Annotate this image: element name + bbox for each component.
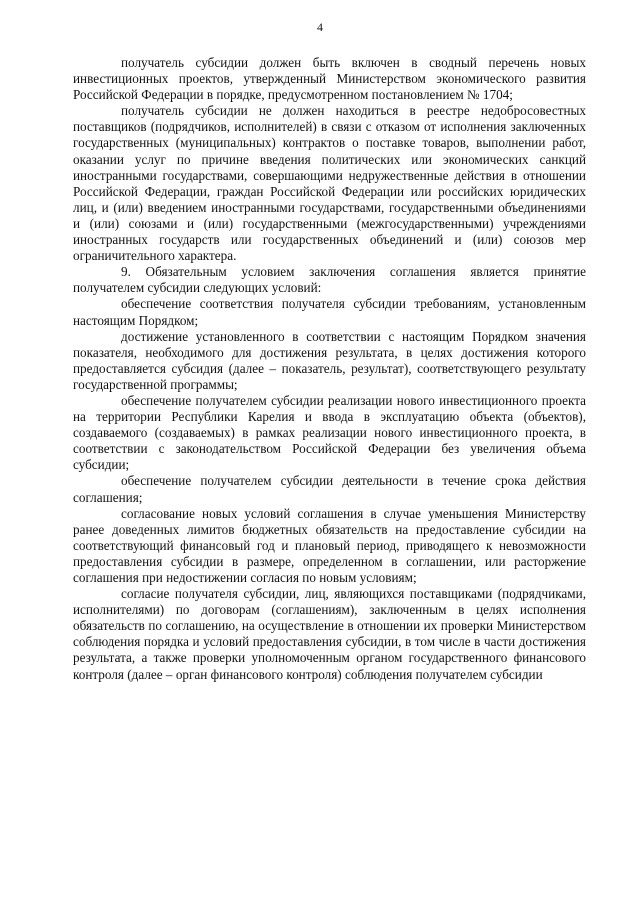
paragraph: обеспечение получателем субсидии реализации нового инвестиционного проекта на территории Республики Карелия и ввода в эксплуатацию объекта (объектов), создаваемого (создаваемых) в рамках реализации нового инвестиционного проекта, в соответствии с законодательством Российской Федерации без увеличения объема субсидии; xyxy=(73,392,586,473)
paragraph: получатель субсидии должен быть включен в сводный перечень новых инвестиционных проектов, утвержденный Министерством экономического развития Российской Федерации в порядке, предусмотренном постановлением № 1704; xyxy=(73,55,586,103)
paragraph: обеспечение получателем субсидии деятельности в течение срока действия соглашения; xyxy=(73,473,586,505)
paragraph: согласие получателя субсидии, лиц, являющихся поставщиками (подрядчиками, исполнителями) по договорам (соглашениям), заключенным в целях исполнения обязательств по соглашению, на осуществление в отношении их проверки Министерством соблюдения порядка и условий предоставления субсидии, в том числе в части достижения результата, а также проверки уполномоченным органом государственного финансового контроля (далее – орган финансового контроля) соблюдения получателем субсидии xyxy=(73,586,586,682)
body-text xyxy=(73,55,586,683)
paragraph: достижение установленного в соответствии с настоящим Порядком значения показателя, необходимого для достижения результата, в целях достижения которого предоставляется субсидия (далее – показатель, результат), соответствующего результату государственной программы; xyxy=(73,328,586,392)
page-number: 4 xyxy=(317,20,323,34)
paragraph: обеспечение соответствия получателя субсидии требованиям, установленным настоящим Порядком; xyxy=(73,296,586,328)
paragraph: получатель субсидии не должен находиться в реестре недобросовестных поставщиков (подрядчиков, исполнителей) в связи с отказом от исполнения заключенных государственных (муниципальных) контрактов о поставке товаров, выполнении работ, оказании услуг по причине введения политических или экономических санкций иностранными государствами, совершающими недружественные действия в отношении Российской Федерации, граждан Российской Федерации или российских юридических лиц, и (или) введением иностранными государствами, государственными объединениями и (или) союзами и (или) государственными (межгосударственными) учреждениями иностранных государств или государственных объединений и (или) союзов мер ограничительного характера. xyxy=(73,103,586,264)
paragraph: 9. Обязательным условием заключения соглашения является принятие получателем субсидии следующих условий: xyxy=(73,264,586,296)
paragraph: согласование новых условий соглашения в случае уменьшения Министерству ранее доведенных лимитов бюджетных обязательств на предоставление субсидии на соответствующий финансовый год и плановый период, приводящего к невозможности предоставления субсидии в размере, определенном в соглашении, или расторжение соглашения при недостижении согласия по новым условиям; xyxy=(73,505,586,585)
